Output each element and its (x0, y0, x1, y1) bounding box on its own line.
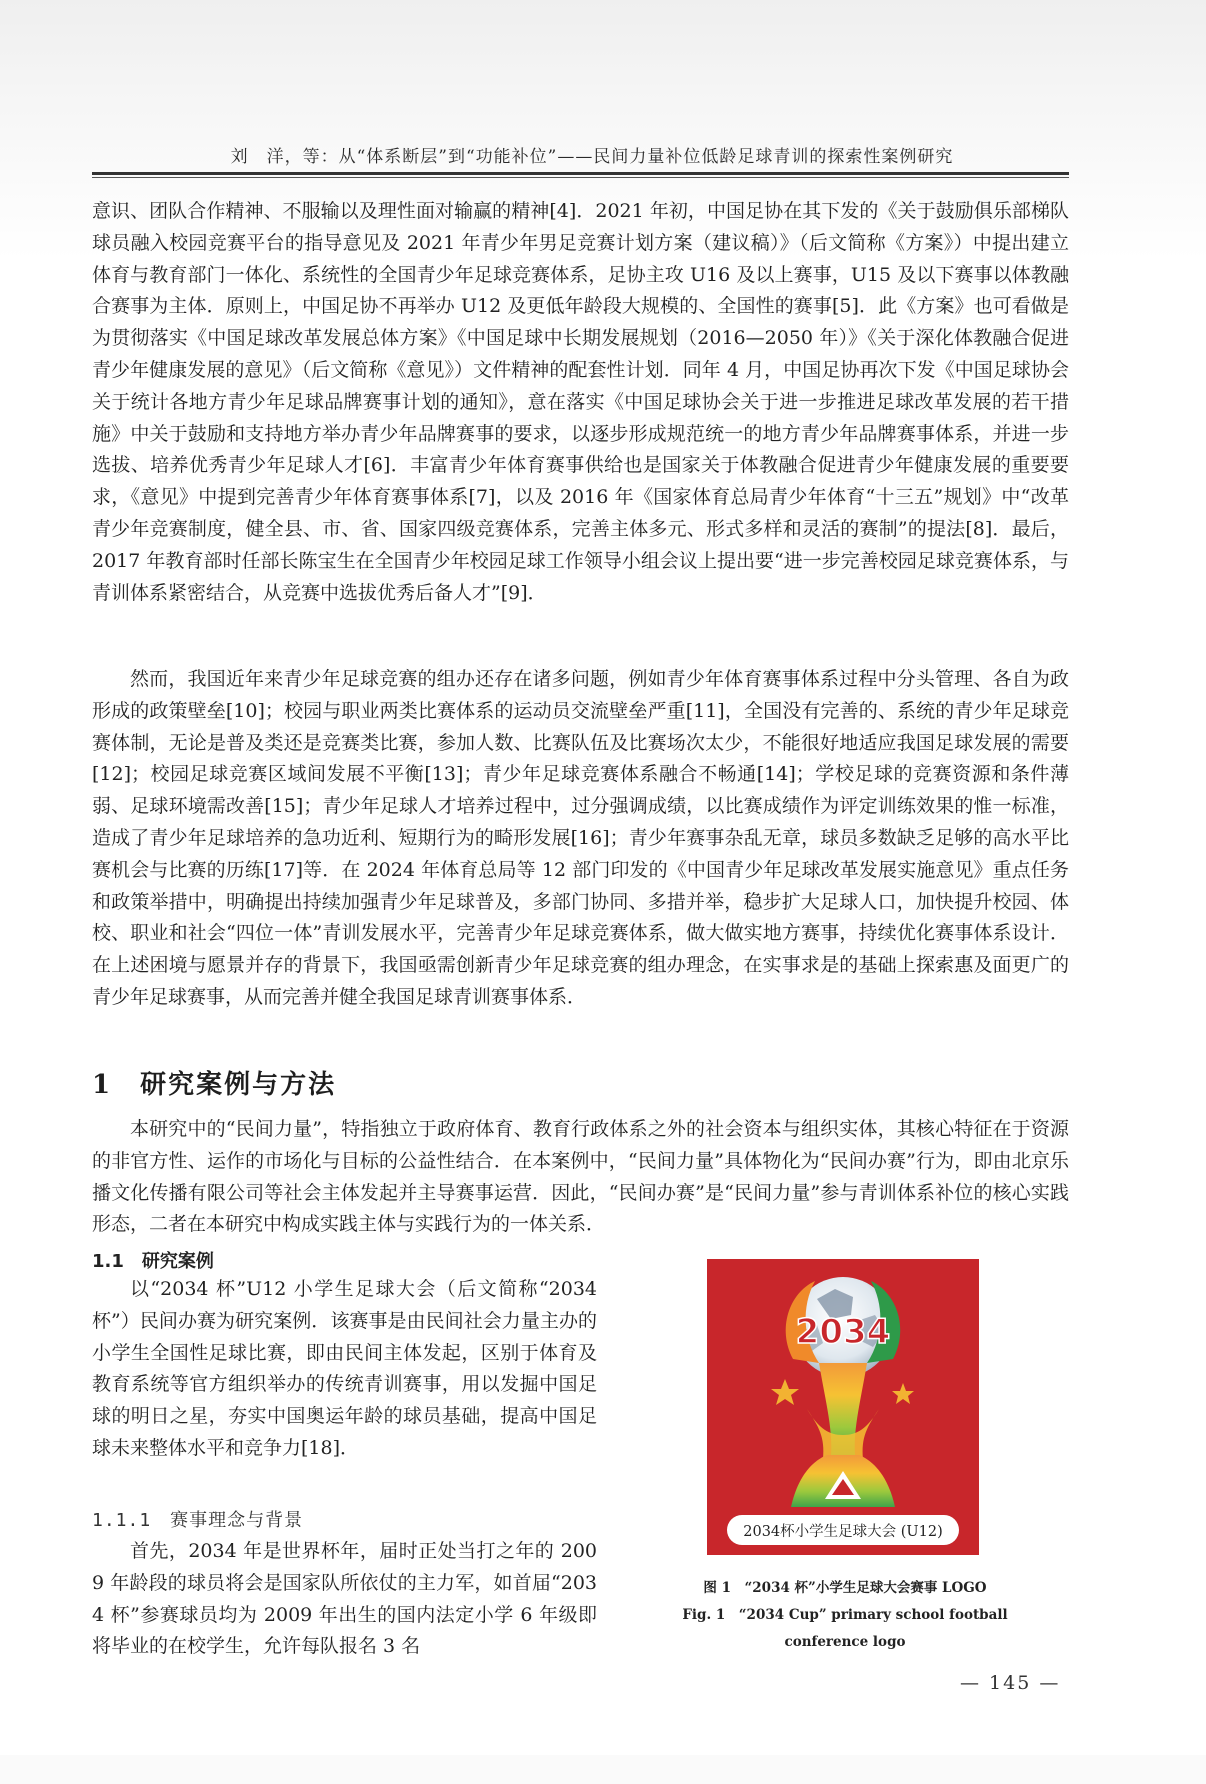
paragraph-3: 本研究中的“民间力量”，特指独立于政府体育、教育行政体系之外的社会资本与组织实体，其核心特征在于资源的非官方性、运作的市场化与目标的公益性结合．在本案例中，“民间力量”具体物化为“民间办赛”行为，即由北京乐播文化传播有限公司等社会主体发起并主导赛事运营．因此，“民间办赛”是“民间力量”参与青训体系补位的核心实践形态，二者在本研究中构成实践主体与实践行为的一体关系． (92, 1118, 1069, 1236)
paragraph-2: 然而，我国近年来青少年足球竞赛的组办还存在诸多问题，例如青少年体育赛事体系过程中分头管理、各自为政形成的政策壁垒[10]；校园与职业两类比赛体系的运动员交流壁垒严重[11]，全国没有完善的、系统的青少年足球竞赛体制，无论是普及类还是竞赛类比赛，参加人数、比赛队伍及比赛场次太少，不能很好地适应我国足球发展的需要[12]；校园足球竞赛区域间发展不平衡[13]；青少年足球竞赛体系融合不畅通[14]；学校足球的竞赛资源和条件薄弱、足球环境需改善[15]；青少年足球人才培养过程中，过分强调成绩，以比赛成绩作为评定训练效果的惟一标准，造成了青少年足球培养的急功近利、短期行为的畸形发展[16]；青少年赛事杂乱无章，球员多数缺乏足够的高水平比赛机会与比赛的历练[17]等．在 2024 年体育总局等 12 部门印发的《中国青少年足球改革发展实施意见》重点任务和政策举措中，明确提出持续加强青少年足球普及，多部门协同、多措并举，稳步扩大足球人口，加快提升校园、体校、职业和社会“四位一体”青训发展水平，完善青少年足球竞赛体系，做大做实地方赛事，持续优化赛事体系设计．在上述困境与愿景并存的背景下，我国亟需创新青少年足球竞赛的组办理念，在实事求是的基础上探索惠及面更广的青少年足球赛事，从而完善并健全我国足球青训赛事体系． (92, 668, 1069, 1008)
subsection-1-1-body (92, 1274, 597, 1465)
logo-number-text: 2034 (795, 1312, 891, 1352)
subsection-1-1-1-body (92, 1536, 597, 1663)
body-text-top (92, 196, 1069, 609)
logo-banner-text: 2034杯小学生足球大会 (U12) (743, 1524, 943, 1540)
header-rule (92, 172, 1069, 175)
header-rule-thin (92, 177, 1069, 178)
bottom-margin (0, 1755, 1206, 1784)
subsection-heading: 1.1 研究案例 (92, 1251, 214, 1272)
section-1-body (92, 1114, 1069, 1241)
trophy-logo-image (707, 1259, 979, 1555)
figure-caption (660, 1575, 1030, 1656)
caption-chinese: 图 1 “2034 杯”小学生足球大会赛事 LOGO (703, 1580, 987, 1596)
section-heading: 1 研究案例与方法 (92, 1070, 337, 1100)
running-head: 刘 洋，等：从“体系断层”到“功能补位”——民间力量补位低龄足球青训的探索性案例研究 (230, 147, 954, 167)
body-text-middle (92, 664, 1069, 1014)
subsubsection-heading: 1.1.1 赛事理念与背景 (92, 1510, 304, 1531)
page-number: — 145 — (960, 1672, 1061, 1694)
event-logo-figure (707, 1259, 979, 1555)
paragraph-4: 以“2034 杯”U12 小学生足球大会（后文简称“2034 杯”）民间办赛为研究案例．该赛事是由民间社会力量主办的小学生全国性足球比赛，即由民间主体发起，区别于体育及教育系统等官方组织举办的传统青训赛事，用以发掘中国足球的明日之星，夯实中国奥运年龄的球员基础，提高中国足球未来整体水平和竞争力[18]． (92, 1278, 597, 1459)
paragraph-1: 意识、团队合作精神、不服输以及理性面对输赢的精神[4]．2021 年初，中国足协在其下发的《关于鼓励俱乐部梯队球员融入校园竞赛平台的指导意见及 2021 年青少年男足竞赛计划方案（建议稿）》（后文简称《方案》）中提出建立体育与教育部门一体化、系统性的全国青少年足球竞赛体系，足协主攻 U16 及以上赛事，U15 及以下赛事以体教融合赛事为主体．原则上，中国足协不再举办 U12 及更低年龄段大规模的、全国性的赛事[5]．此《方案》也可看做是为贯彻落实《中国足球改革发展总体方案》《中国足球中长期发展规划（2016—2050 年）》《关于深化体教融合促进青少年健康发展的意见》（后文简称《意见》）文件精神的配套性计划．同年 4 月，中国足协再次下发《中国足球协会关于统计各地方青少年足球品牌赛事计划的通知》，意在落实《中国足球协会关于进一步推进足球改革发展的若干措施》中关于鼓励和支持地方举办青少年品牌赛事的要求，以逐步形成规范统一的地方青少年品牌赛事体系，并进一步选拔、培养优秀青少年足球人才[6]．丰富青少年体育赛事供给也是国家关于体教融合促进青少年健康发展的重要要求，《意见》中提到完善青少年体育赛事体系[7]，以及 2016 年《国家体育总局青少年体育“十三五”规划》中“改革青少年竞赛制度，健全县、市、省、国家四级竞赛体系，完善主体多元、形式多样和灵活的赛制”的提法[8]．最后，2017 年教育部时任部长陈宝生在全国青少年校园足球工作领导小组会议上提出要“进一步完善校园足球竞赛体系，与青训体系紧密结合，从竞赛中选拔优秀后备人才”[9]． (92, 200, 1069, 604)
caption-english-2: conference logo (784, 1634, 906, 1650)
paragraph-5: 首先，2034 年是世界杯年，届时正处当打之年的 2009 年龄段的球员将会是国家队所依仗的主力军，如首届“2034 杯”参赛球员均为 2009 年出生的国内法定小学 6 年级即将毕业的在校学生，允许每队报名 3 名 (92, 1540, 597, 1658)
caption-english-1: Fig. 1 “2034 Cup” primary school football (682, 1607, 1008, 1623)
